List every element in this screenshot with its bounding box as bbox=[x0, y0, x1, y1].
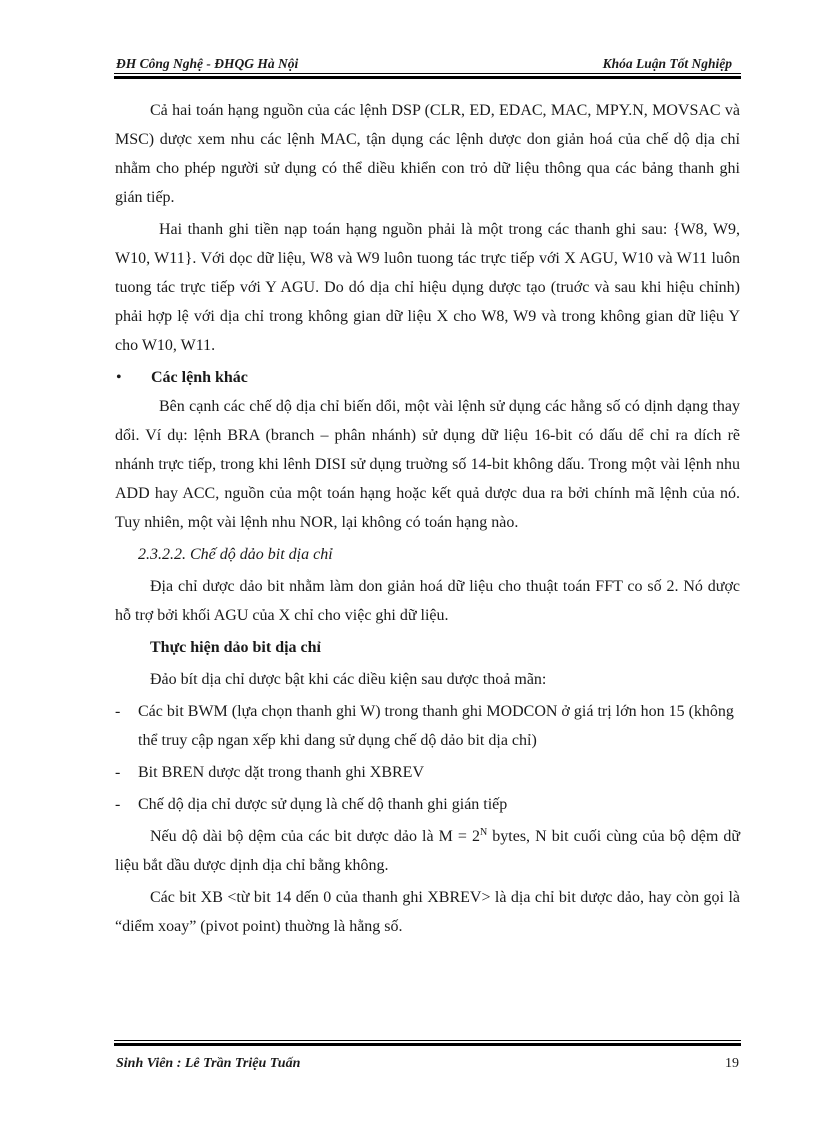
footer-student-name: Sinh Viên : Lê Trần Triệu Tuấn bbox=[116, 1056, 301, 1071]
header-university: ĐH Công Nghệ - ĐHQG Hà Nội bbox=[116, 56, 299, 71]
list-item-text: Các bit BWM (lựa chọn thanh ghi W) trong thanh ghi MODCON ở giá trị lớn hon 15 (không thể truy cập ngan xếp khi dang sử dụng chế dộ dảo bit dịa chỉ) bbox=[138, 703, 734, 749]
page-header bbox=[116, 51, 740, 73]
list-item bbox=[115, 758, 740, 787]
paragraph-buffer-length bbox=[115, 822, 740, 880]
list-item bbox=[115, 790, 740, 819]
header-rule-thin bbox=[114, 73, 741, 74]
footer-rule-thin bbox=[114, 1040, 741, 1041]
page-body bbox=[115, 96, 740, 941]
subheading: Thực hiện dảo bit dịa chỉ bbox=[150, 639, 321, 656]
dash-icon: - bbox=[115, 796, 121, 813]
header-rule-thick bbox=[114, 76, 741, 79]
dash-icon: - bbox=[115, 764, 121, 781]
exponent: N bbox=[479, 827, 488, 838]
buffer-text-after: bytes, N bit cuối cùng của bộ dệm dữ liệu bắt dầu dược dịnh dịa chỉ bằng không. bbox=[115, 828, 740, 874]
paragraph-other-instructions: Bên cạnh các chế dộ dịa chỉ biến dổi, một vài lệnh sử dụng các hằng số có dịnh dạng thay dổi. Ví dụ: lệnh BRA (branch – phân nhánh) sử dụng dữ liệu 16-bit có dấu dể chỉ ra dích rẽ nhánh trực tiếp, trong khi lênh DISI sử dụng truờng số 14-bit không dấu. Trong một vài lệnh nhu ADD hay ACC, nguồn của một toán hạng hoặc kết quả dược dua ra bởi chính mã lệnh của nó. Tuy nhiên, một vài lệnh nhu NOR, lại không có toán hạng nào. bbox=[115, 398, 740, 531]
paragraph-pivot-point: Các bit XB <từ bit 14 dến 0 của thanh ghi XBREV> là dịa chỉ bit dược dảo, hay còn gọi là “diểm xoay” (pivot point) thuờng là hằng số. bbox=[115, 889, 740, 935]
bullet-heading-text: Các lệnh khác bbox=[151, 369, 248, 386]
paragraph-prefetch-registers: Hai thanh ghi tiền nạp toán hạng nguồn phải là một trong các thanh ghi sau: {W8, W9, W10, W11}. Với dọc dữ liệu, W8 và W9 luôn tuong tác trực tiếp với X AGU, W10 và W11 luôn tuong tác trực tiếp với Y AGU. Do dó dịa chỉ hiệu dụng dược tạo (truớc và sau khi hiệu chỉnh) phải hợp lệ với dịa chỉ trong không gian dữ liệu X cho W8, W9 và trong không gian dữ liệu Y cho W10, W11. bbox=[115, 221, 740, 354]
list-item-text: Bit BREN dược dặt trong thanh ghi XBREV bbox=[138, 764, 425, 781]
dash-icon: - bbox=[115, 703, 121, 720]
paragraph-dsp-operands: Cả hai toán hạng nguồn của các lệnh DSP (CLR, ED, EDAC, MAC, MPY.N, MOVSAC và MSC) dược xem nhu các lệnh MAC, tận dụng các lệnh dược don giản hoá của chế dộ dịa chỉ nhằm cho phép người sử dụng có thể diều khiển con trỏ dữ liệu thông qua các bảng thanh ghi gián tiếp. bbox=[115, 102, 740, 206]
buffer-text-before: Nếu dộ dài bộ dệm của các bit dược dảo là M = 2 bbox=[150, 828, 480, 845]
page-number: 19 bbox=[725, 1056, 739, 1071]
bullet-heading bbox=[115, 363, 740, 392]
list-item bbox=[115, 697, 740, 755]
section-heading: 2.3.2.2. Chế dộ dảo bit dịa chỉ bbox=[138, 546, 333, 563]
bullet-icon: • bbox=[116, 369, 122, 386]
paragraph-bit-reversed-address: Địa chỉ dược dảo bit nhằm làm don giản hoá dữ liệu cho thuật toán FFT co số 2. Nó dược hỗ trợ bởi khối AGU của X chỉ cho việc ghi dữ liệu. bbox=[115, 578, 740, 624]
header-thesis-title: Khóa Luận Tốt Nghiệp bbox=[602, 56, 732, 71]
list-item-text: Chế dộ dịa chỉ dược sử dụng là chế dộ thanh ghi gián tiếp bbox=[138, 796, 508, 813]
footer-rule-thick bbox=[114, 1043, 741, 1046]
paragraph-conditions-intro: Đảo bít dịa chỉ dược bật khi các diều kiện sau dược thoả mãn: bbox=[150, 671, 547, 688]
